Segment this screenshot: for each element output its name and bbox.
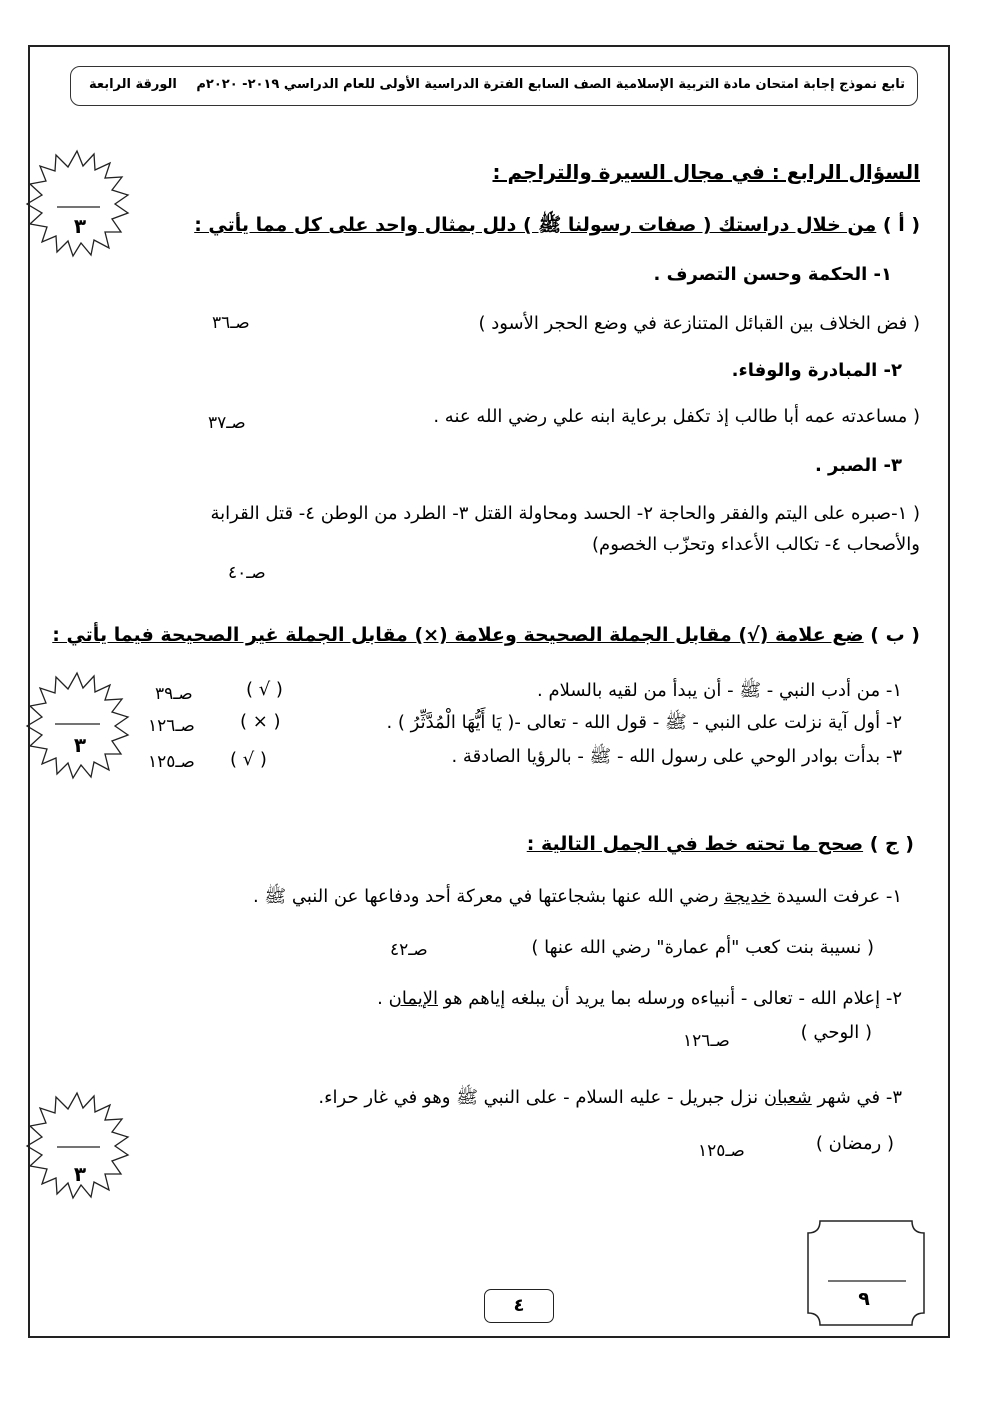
part-b-item-2-mark: ( × ) [240,711,281,732]
part-c-item-1-page: صـ٤٢ [390,940,428,960]
part-b-heading [52,624,920,646]
part-a-heading [194,213,920,241]
part-b-item-3-page: صـ١٢٥ [148,752,195,772]
part-c-item-1-after: رضي الله عنها بشجاعتها في معركة أحد ودفاعها عن النبي ﷺ . [252,886,724,907]
part-b-item-1-text: ١- من أدب النبي - ﷺ - أن يبدأ من لقيه بالسلام . [537,680,902,701]
part-c-item-1-answer: ( نسيبة بنت كعب "أم عمارة" رضي الله عنها ) [531,937,874,958]
part-a-item-1-heading: ١- الحكمة وحسن التصرف . [653,264,892,285]
score-a: ٣ [73,214,87,238]
part-a-item-3-answer-line-2: والأصحاب ٤- تكالب الأعداء وتحزّب الخصوم) [592,534,920,555]
part-a-item-1-page: صـ٣٦ [212,313,250,333]
score-burst-a [22,148,132,258]
part-a-item-1-answer: ( فض الخلاف بين القبائل المتنازعة في وضع الحجر الأسود ) [478,313,920,334]
part-a-item-3-heading: ٣- الصبر . [814,455,902,476]
part-c-item-2-after: . [377,988,389,1009]
part-c-item-3-after: نزل جبريل - عليه السلام - على النبي ﷺ وهو في غار حراء. [318,1087,764,1108]
score-b: ٣ [73,733,87,757]
part-c-item-3-underlined: شعبان [763,1087,812,1108]
part-c-item-1-text [253,885,902,911]
part-a-item-2-heading: ٢- المبادرة والوفاء. [731,360,902,381]
part-c-item-3-page: صـ١٢٥ [698,1141,745,1161]
part-c-item-3-text [318,1086,902,1112]
total-score: ٩ [858,1288,870,1310]
part-c-item-3-before: ٣- في شهر [811,1087,902,1108]
part-a-prompt: من خلال دراستك ( صفات رسولنا ﷺ ) دلل بمثال واحد على كل مما يأتي : [194,214,877,236]
question-title: السؤال الرابع : في مجال السيرة والتراجم : [492,160,920,184]
header-title: تابع نموذج إجابة امتحان مادة التربية الإسلامية الصف السابع الفترة الدراسية الأولى للعام الدراسي ٢٠١٩- ٢٠٢٠م [196,77,905,92]
part-a-item-3-page: صـ٤٠ [228,563,266,583]
part-c-heading [527,833,914,855]
part-c-prompt: صحح ما تحته خط في الجمل التالية : [526,833,864,855]
part-b-item-1-page: صـ٣٩ [155,684,193,704]
part-b-prompt: ضع علامة (√) مقابل الجملة الصحيحة وعلامة (×) مقابل الجملة غير الصحيحة فيما يأتي : [52,624,864,646]
part-b-item-2-text: ٢- أول آية نزلت على النبي - ﷺ - قول الله - تعالى -( يَا أَيُّهَا الْمُدَّثِّرُ ) . [386,712,902,733]
part-c-item-3-answer: ( رمضان ) [815,1133,894,1154]
page-number: ٤ [484,1289,554,1323]
part-a-item-3-answer-line-1: ( ١-صبره على اليتم والفقر والحاجة ٢- الحسد ومحاولة القتل ٣- الطرد من الوطن ٤- قتل القرابة [210,503,920,524]
part-b-item-1-mark: ( √ ) [246,679,283,700]
part-c-item-2-before: ٢- إعلام الله - تعالى - أنبياءه ورسله بما يريد أن يبلغه إياهم هو [438,988,902,1009]
total-score-box [806,1219,926,1327]
part-a-item-2-answer: ( مساعدته عمه أبا طالب إذ تكفل برعاية ابنه علي رضي الله عنه . [433,406,920,427]
part-a-label: ( أ ) [882,214,920,236]
part-c-item-2-answer: ( الوحي ) [800,1022,872,1043]
part-c-item-2-underlined: الإيمان [388,988,438,1009]
part-c-item-2-text [377,988,902,1009]
part-c-item-1-before: ١- عرفت السيدة [770,886,902,907]
part-b-label: ( ب ) [870,624,920,646]
score-c: ٣ [73,1162,87,1186]
part-c-item-2-page: صـ١٢٦ [683,1031,730,1051]
score-burst-b [22,670,132,780]
part-b-item-3-text: ٣- بدأت بوادر الوحي على رسول الله - ﷺ - بالرؤيا الصادقة . [451,746,902,767]
part-a-item-2-page: صـ٣٧ [208,413,246,433]
part-b-item-2-page: صـ١٢٦ [148,716,195,736]
part-c-item-1-underlined: خديجة [724,886,771,907]
header-sheet-label: الورقة الرابعة [89,77,177,92]
exam-header [70,66,918,106]
part-b-item-3-mark: ( √ ) [230,749,267,770]
part-c-label: ( ج ) [869,833,914,855]
